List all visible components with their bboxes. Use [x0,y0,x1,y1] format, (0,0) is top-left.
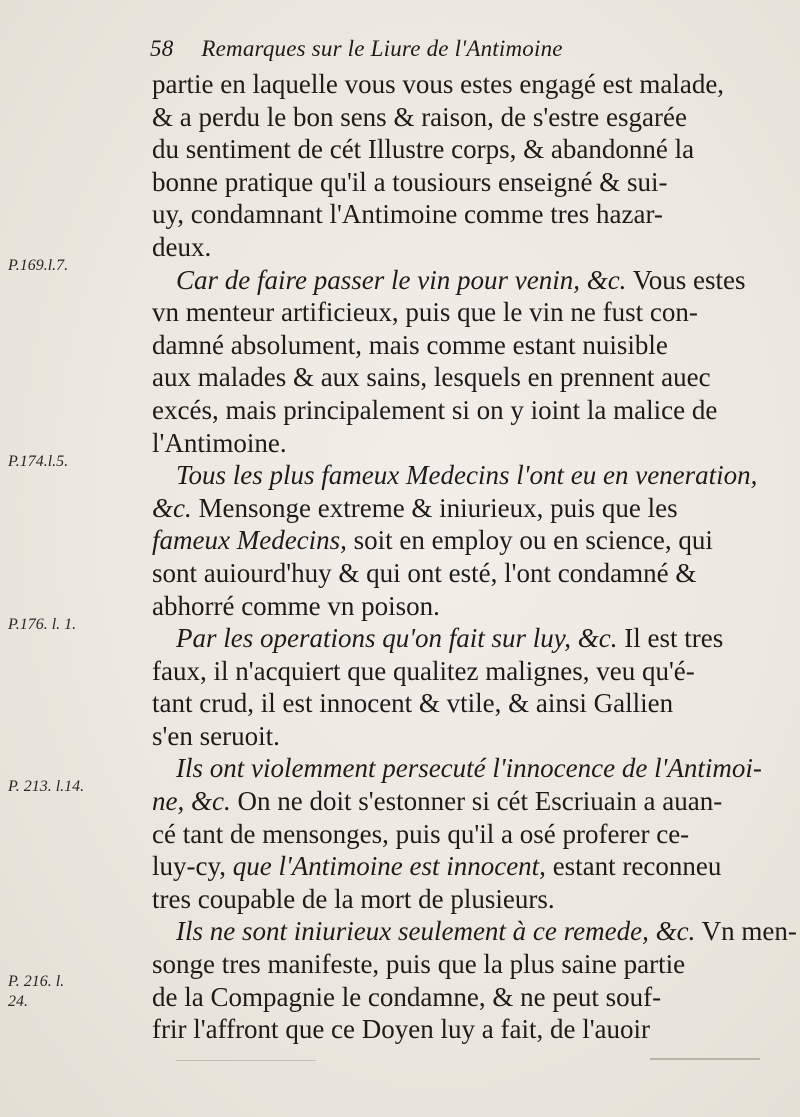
quoted-passage: Par les operations qu'on fait sur luy, &c. [176,623,618,654]
text-line: tres coupable de la mort de plusieurs. [152,883,555,914]
text-line [152,850,762,883]
quoted-passage: &c. [152,492,192,523]
text-line: partie en laquelle vous vous estes engagé est malade, [152,69,725,99]
body-text [152,68,797,1046]
text-line: de la Compagnie le condamne, & ne peut souf- [152,981,662,1012]
text-line: bonne pratique qu'il a tousiours enseigné & sui- [152,166,668,197]
text-line [152,264,762,297]
text-run: On ne doit s'estonner si cét Escriuain a auan- [230,786,723,817]
text-line: frir l'affront que ce Doyen luy a fait, de l'auoir [152,1014,651,1045]
text-line: deux. [152,231,212,262]
quoted-passage: Ils ont violemment persecuté l'innocence de l'Antimoi- [176,753,762,784]
print-bleed-mark [176,1060,316,1061]
quoted-passage: Car de faire passer le vin pour venin, &c. [176,264,627,295]
margin-note-2: P.174.l.5. [8,453,69,470]
margin-note-4: P. 213. l.14. [8,778,85,795]
text-run: luy-cy, [152,851,233,882]
quoted-passage: ne, &c. [152,786,231,817]
text-run: Vn men- [695,916,797,947]
text-line [152,752,762,785]
text-line: uy, condamnant l'Antimoine comme tres hazar- [152,199,663,230]
text-line [152,133,762,166]
text-line: l'Antimoine. [152,427,287,458]
running-title: Remarques sur le Liure de l'Antimoine [201,36,563,61]
margin-note-1: P.169.l.7. [8,257,69,274]
margin-note-3: P.176. l. 1. [8,616,77,633]
text-line: excés, mais principalement si on y ioint la malice de [152,394,718,425]
text-run: Vous estes [626,264,746,295]
print-bleed-mark [650,1058,760,1060]
text-line: cé tant de mensonges, puis qu'il a osé proferer ce- [152,818,690,849]
text-run: Il est tres [617,623,724,654]
text-line [152,622,762,655]
text-line [152,492,762,525]
text-run: Mensonge extreme & iniurieux, puis que les [191,492,678,523]
text-line: faux, il n'acquiert que qualitez malignes, veu qu'é- [152,655,695,686]
quoted-passage: fameux Medecins, [152,525,347,556]
margin-note-5: P. 216. l. 24. [8,973,65,1010]
text-line [152,915,797,948]
text-line: & a perdu le bon sens & raison, de s'estre esgarée [152,101,687,132]
text-line [152,459,762,492]
quoted-passage: que l'Antimoine est innocent, [232,851,546,882]
page-number: 58 [150,36,174,61]
text-line: damné absolument, mais comme estant nuisible [152,329,668,360]
text-line: sont auiourd'huy & qui ont esté, l'ont condamné & [152,557,697,588]
text-line: aux malades & aux sains, lesquels en prennent auec [152,362,711,393]
text-run: du sentiment de cét Illustre corps, & abandonné la [152,134,695,165]
text-line: vn menteur artificieux, puis que le vin ne fust con- [152,297,698,328]
running-header [150,36,563,62]
text-line: songe tres manifeste, puis que la plus saine partie [152,949,686,980]
text-run: estant reconneu [545,851,722,882]
text-line: abhorré comme vn poison. [152,590,440,621]
text-line [152,785,762,818]
quoted-passage: Tous les plus fameux Medecins l'ont eu en veneration, [176,460,758,491]
text-line: tant crud, il est innocent & vtile, & ainsi Gallien [152,688,674,719]
text-line: s'en seruoit. [152,720,280,751]
text-line [152,524,762,557]
text-run: soit en employ ou en science, qui [346,525,713,556]
quoted-passage: Ils ne sont iniurieux seulement à ce remede, &c. [176,916,696,947]
